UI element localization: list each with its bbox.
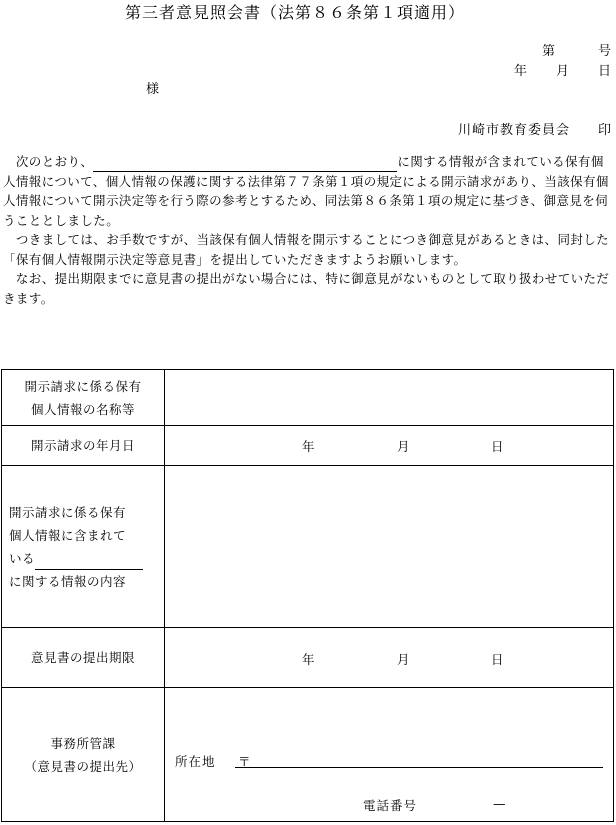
postal-mark: 〒 (238, 754, 251, 769)
request-date-month: 月 (397, 439, 410, 454)
phone-dash: — (493, 796, 506, 811)
table-row-deadline (2, 628, 613, 688)
paragraph-2-text: つきましては、お手数ですが、当該保有個人情報を開示することにつき御意見があるときは、同封した「保有個人情報開示決定等意見書」を提出していただきますようお願いします。 (3, 232, 610, 267)
info-content-label (2, 466, 165, 627)
page-title: 第三者意見照会書（法第８６条第１項適用） (124, 3, 465, 22)
address-input-line[interactable] (235, 767, 603, 768)
info-content-label-line-4: に関する情報の内容 (9, 573, 127, 589)
deadline-label-text: 意見書の提出期限 (30, 650, 135, 665)
table-row-info-name (2, 370, 613, 426)
info-name-label-line-1: 開示請求に係る保有 (24, 378, 142, 394)
info-name-field[interactable] (165, 370, 613, 425)
inquiry-table (1, 369, 614, 822)
table-row-info-content (2, 466, 613, 628)
paragraph-1 (3, 152, 615, 230)
request-date-year: 年 (302, 439, 315, 454)
table-row-request-date (2, 426, 613, 466)
deadline-field[interactable] (165, 628, 613, 687)
addressee-suffix: 様 (146, 82, 160, 97)
deadline-year: 年 (302, 652, 315, 667)
info-content-field[interactable] (165, 466, 613, 627)
deadline-month: 月 (397, 652, 410, 667)
phone-label: 電話番号 (363, 798, 418, 813)
paragraph-1-end: に関する情報が含まれている保有個人情報について、個人情報の保護に関する法律第７７条第１項の規定による開示請求があり、当該保有個人情報について開示決定等を行う際の参考とするため、同法第８６条第１項の規定に基づき、御意見を伺うこととしました。 (3, 154, 609, 228)
info-content-label-line-2: 個人情報に含まれて (9, 527, 127, 543)
office-label-line-1: 事務所管課 (50, 735, 116, 751)
table-row-office (2, 688, 613, 821)
address-label: 所在地 (175, 754, 216, 769)
issuer-name: 川崎市教育委員会 印 (457, 123, 612, 138)
info-content-label-line-3 (9, 547, 143, 570)
request-date-day: 日 (491, 439, 504, 454)
info-name-label-line-2: 個人情報の名称等 (30, 401, 135, 417)
paragraph-1-start: 次のとおり、 (15, 154, 94, 169)
request-date-label (2, 426, 165, 465)
info-content-blank[interactable] (35, 555, 143, 570)
deadline-day: 日 (491, 652, 504, 667)
info-content-label-line-1: 開示請求に係る保有 (9, 504, 127, 520)
office-label (2, 688, 165, 821)
office-label-line-2: （意見書の提出先） (24, 758, 142, 774)
office-field (165, 688, 613, 821)
document-number: 第 号 (541, 44, 612, 59)
letter-body (3, 152, 615, 308)
deadline-label (2, 628, 165, 687)
info-name-label (2, 370, 165, 425)
request-date-field[interactable] (165, 426, 613, 465)
paragraph-2 (3, 230, 615, 269)
issue-date: 年 月 日 (513, 64, 612, 79)
request-date-label-text: 開示請求の年月日 (30, 438, 135, 453)
info-content-label-line-3-text: いる (9, 550, 36, 566)
paragraph-3-text: なお、提出期限までに意見書の提出がない場合には、特に御意見がないものとして取り扱わせていただきます。 (3, 271, 610, 306)
information-type-blank[interactable] (93, 158, 397, 172)
paragraph-3 (3, 269, 615, 308)
